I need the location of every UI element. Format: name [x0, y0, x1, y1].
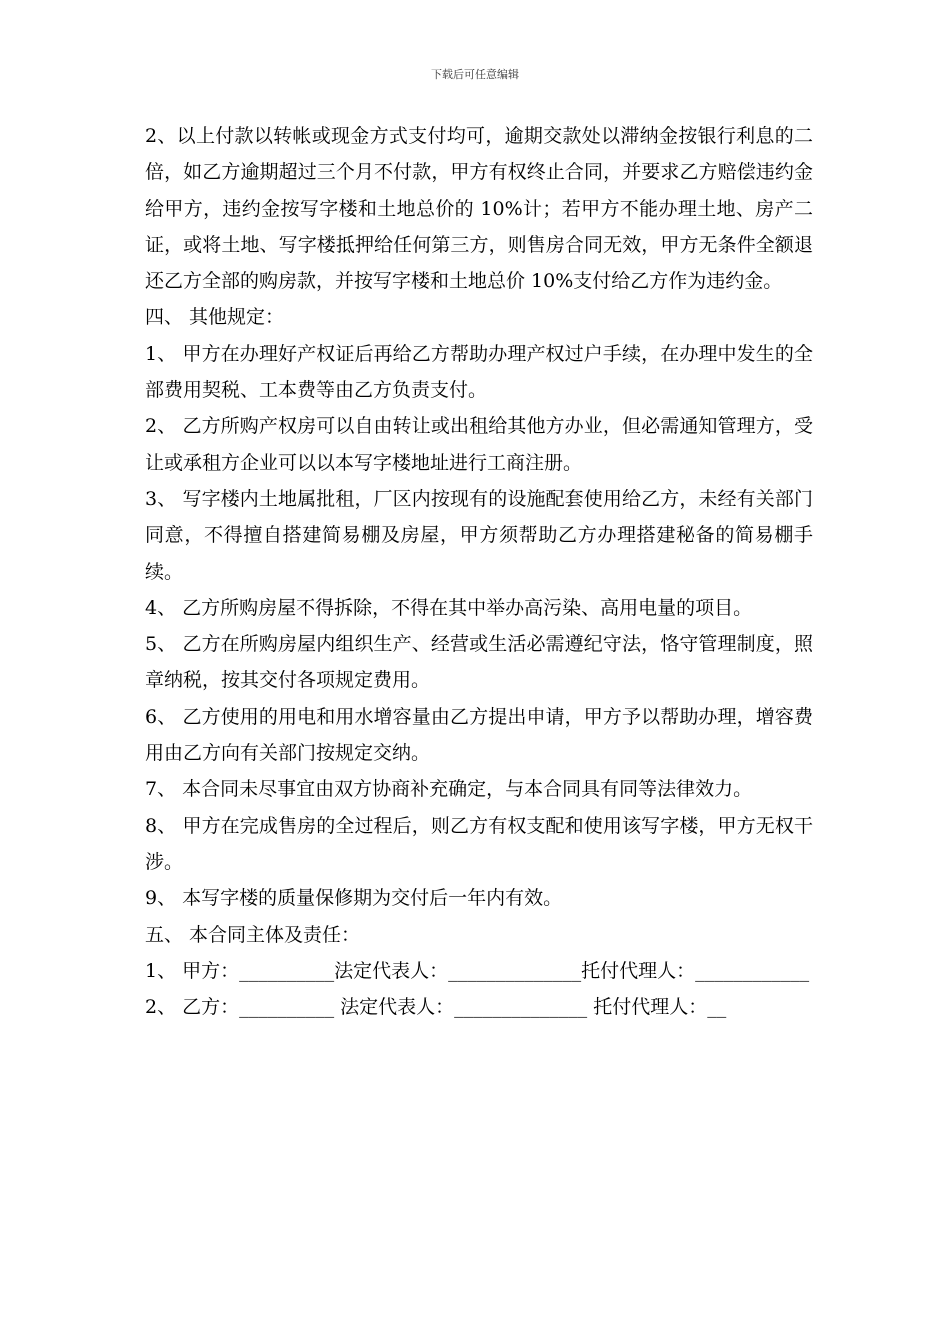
- clause-7: 7、 本合同未尽事宜由双方协商补充确定，与本合同具有同等法律效力。: [145, 778, 753, 801]
- paragraph-payment-terms: 2、以上付款以转帐或现金方式支付均可，逾期交款处以滞纳金按银行利息的二倍，如乙方逾期超过三个月不付款，甲方有权终止合同，并要求乙方赔偿违约金给甲方，违约金按写字楼和土地总价的 10%计；若甲方不能办理土地、房产二证，或将土地、写字楼抵押给任何第三方，则售房合同无效，甲方无条件全额退还乙方全部的购房款，并按写字楼和土地总价 10%支付给乙方作为违约金。: [145, 125, 813, 293]
- document-body: [145, 118, 813, 1025]
- section-heading-parties: 五、 本合同主体及责任：: [145, 923, 361, 946]
- clause-5: 5、 乙方在所购房屋内组织生产、经营或生活必需遵纪守法，恪守管理制度，照章纳税，按其交付各项规定费用。: [145, 633, 813, 692]
- clause-2: 2、 乙方所购产权房可以自由转让或出租给其他方办业，但必需通知管理方，受让或承租方企业可以以本写字楼地址进行工商注册。: [145, 415, 813, 474]
- clause-4: 4、 乙方所购房屋不得拆除，不得在其中举办高污染、高用电量的项目。: [145, 596, 753, 619]
- clause-6: 6、 乙方使用的用电和用水增容量由乙方提出申请，甲方予以帮助办理，增容费用由乙方向有关部门按规定交纳。: [145, 705, 813, 765]
- clause-8: 8、 甲方在完成售房的全过程后，则乙方有权支配和使用该写字楼，甲方无权干涉。: [145, 814, 813, 873]
- clause-9: 9、 本写字楼的质量保修期为交付后一年内有效。: [145, 887, 563, 910]
- page-header: 下载后可任意编辑: [431, 68, 519, 81]
- clause-1: 1、 甲方在办理好产权证后再给乙方帮助办理产权过户手续，在办理中发生的全部费用契税、工本费等由乙方负责支付。: [145, 342, 813, 402]
- clause-3: 3、 写字楼内土地属批租，厂区内按现有的设施配套使用给乙方，未经有关部门同意，不得擅自搭建简易棚及房屋，甲方须帮助乙方办理搭建秘备的简易棚手续。: [145, 487, 813, 583]
- party-a-line: 1、 甲方：__________法定代表人：______________托付代理人：____________: [145, 959, 810, 982]
- party-b-line: 2、 乙方：__________ 法定代表人：______________ 托付代理人：__: [145, 996, 727, 1019]
- section-heading-other-provisions: 四、 其他规定：: [145, 306, 285, 329]
